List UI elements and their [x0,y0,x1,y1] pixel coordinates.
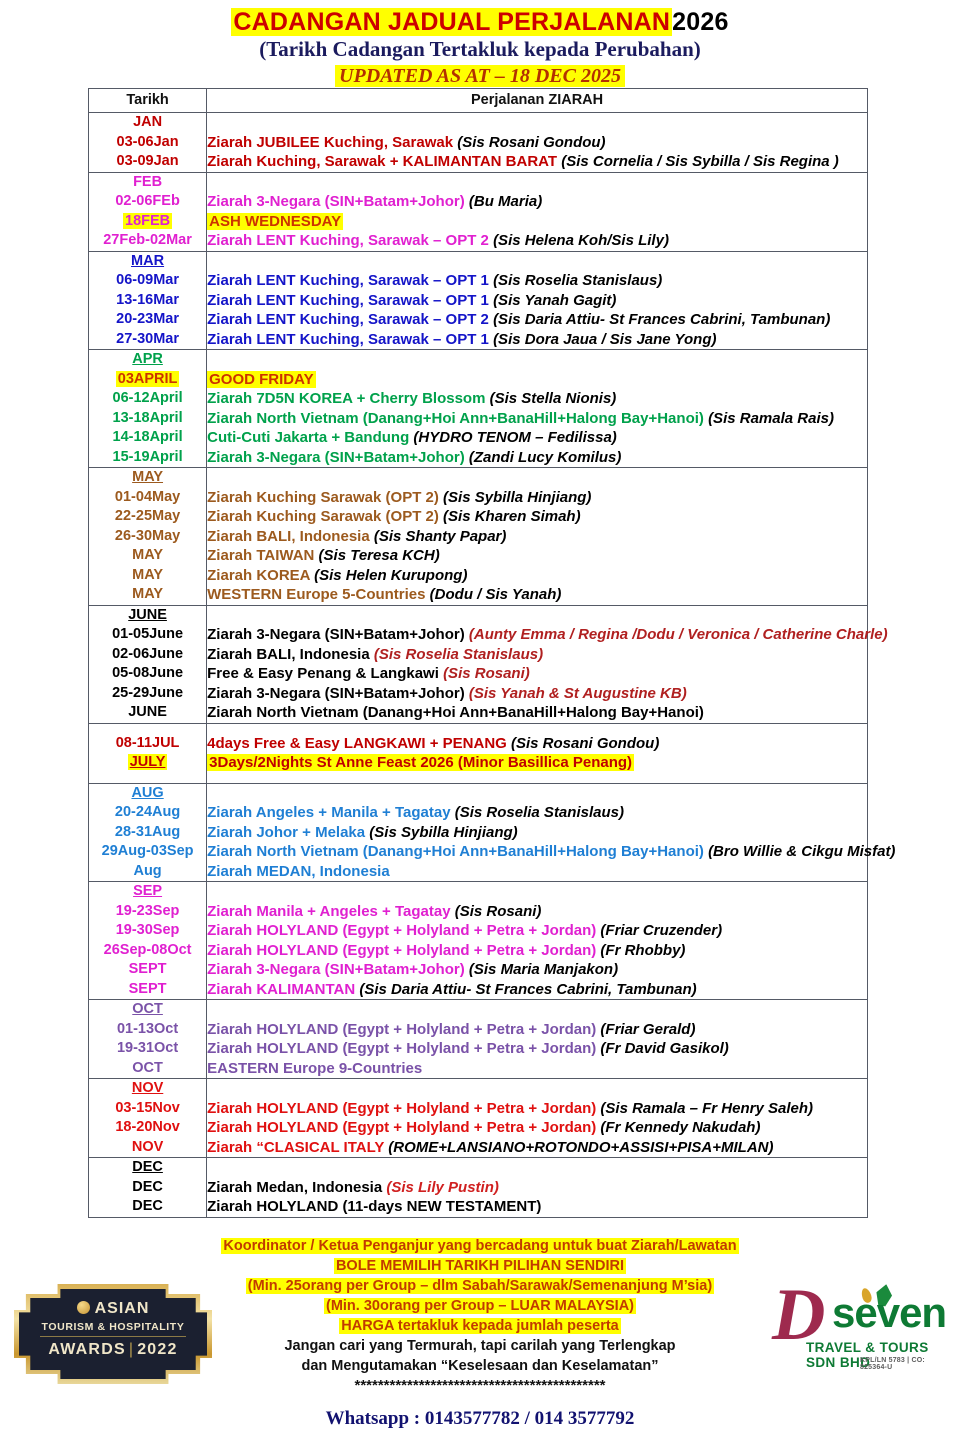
trip-date: 25-29June [112,684,184,701]
trip-description [207,1197,867,1217]
month-heading-spacer [207,173,867,193]
footer-line-5: HARGA tertakluk kepada jumlah peserta [341,1318,619,1334]
month-dates-cell-feb [89,172,207,251]
trip-description [207,507,867,527]
trip-organizer: (HYDRO TENOM – Fedilissa) [413,429,617,446]
poster-header [0,0,960,88]
trip-organizer: (Sis Ramala Rais) [708,409,834,427]
trip-organizer: (ROME+LANSIANO+ROTONDO+ASSISI+PISA+MILAN) [388,1138,774,1156]
trip-title: Ziarah BALI, Indonesia [207,645,374,663]
month-dates-cell-oct [89,1000,207,1079]
footer-line-4: (Min. 30orang per Group – LUAR MALAYSIA) [325,1298,634,1314]
trip-date: 13-16Mar [116,291,179,308]
trip-title: Ziarah HOLYLAND (Egypt + Holyland + Petra + Jordan) [207,941,601,959]
trip-description [207,192,867,212]
trip-date: 26-30May [114,527,181,544]
month-heading-spacer [207,1158,867,1178]
month-dates-cell-mar [89,251,207,350]
trip-description [207,310,867,330]
month-row-jan [89,113,868,173]
trip-organizer: (Bro Willie & Cikgu Misfat) [708,843,896,860]
trip-title: Ziarah 3-Negara (SIN+Batam+Johor) [207,193,469,210]
trip-title: Ziarah TAIWAN [207,547,319,564]
trip-date-text: 18FEB [125,212,171,229]
trip-date: 01-05June [112,626,184,642]
trip-description [207,546,867,566]
month-heading-spacer [207,113,867,133]
trip-description [207,330,867,350]
schedule-table-body [89,113,896,1218]
trip-date: 03-09Jan [116,153,179,169]
trip-title: Ziarah Johor + Melaka [207,823,370,841]
trip-organizer: (Fr Kennedy Nakudah) [600,1119,761,1136]
trip-title: Ziarah 3-Negara (SIN+Batam+Johor) [207,448,469,466]
page-subtitle: (Tarikh Cadangan Tertakluk kepada Perubahan) [259,37,701,61]
trip-date: 03-15Nov [115,1099,180,1116]
trip-organizer: (Sis Roselia Stanislaus) [373,645,544,663]
month-heading-nov: NOV [131,1080,164,1096]
trip-organizer: (Friar Cruzender) [600,922,723,939]
trip-organizer: (Sis Helena Koh/Sis Lily) [493,232,669,249]
month-heading-mar: MAR [131,252,165,269]
spacer [207,724,867,734]
month-trips-cell-oct [207,1000,868,1079]
schedule-table [88,88,896,1218]
month-row-dec [89,1158,868,1218]
trip-date: 15-19April [112,448,183,465]
trip-organizer: (Zandi Lucy Komilus) [468,448,622,466]
month-row-jul [89,723,868,783]
award-line-2: TOURISM & HOSPITALITY [41,1321,185,1333]
trip-title: Ziarah JUBILEE Kuching, Sarawak [207,133,458,151]
month-row-may [89,468,868,606]
trip-date: 20-23Mar [116,311,179,327]
trip-title: Ziarah LENT Kuching, Sarawak – OPT 1 [207,291,494,309]
page-title [0,8,960,36]
trip-description [207,734,867,754]
trip-organizer: (Sis Shanty Papar) [373,527,507,545]
trip-organizer: (Sis Sybilla Hinjiang) [443,488,592,506]
award-divider [40,1336,186,1337]
month-dates-cell-may [89,468,207,606]
trip-title: EASTERN Europe 9-Countries [207,1059,423,1077]
month-dates-cell-nov [89,1079,207,1158]
trip-description [207,428,867,448]
month-row-apr [89,350,868,468]
trip-description [207,133,867,153]
trip-organizer: (Sis Daria Attiu- St Frances Cabrini, Tambunan) [493,311,831,328]
trip-description [207,902,867,922]
trip-description [207,703,867,723]
trip-date-text: 03APRIL [117,370,178,387]
month-dates-cell-jul [89,723,207,783]
globe-icon [77,1301,90,1314]
trip-organizer: (Sis Maria Manjakon) [468,961,619,978]
footer-line-6: Jangan cari yang Termurah, tapi carilah yang Terlengkap [284,1338,676,1354]
trip-description [207,803,867,823]
trip-description [207,370,867,390]
trip-title: Ziarah BALI, Indonesia [207,527,374,545]
footer-line-7: dan Mengutamakan “Keselesaan dan Keselamatan” [301,1358,659,1374]
month-heading-oct: OCT [132,1001,163,1017]
trip-organizer: (Sis Teresa KCH) [318,547,440,564]
trip-description [207,823,867,843]
trip-date: NOV [131,1138,164,1155]
trip-description [207,152,867,172]
trip-title: Ziarah 3-Negara (SIN+Batam+Johor) [207,961,469,978]
trip-date: 01-13Oct [116,1020,179,1037]
trip-description [207,842,896,862]
trip-organizer: (Bu Maria) [468,193,543,210]
month-row-jun [89,605,868,723]
trip-description [207,625,888,645]
month-row-nov [89,1079,868,1158]
trip-organizer: (Sis Rosani) [443,665,530,682]
trip-date: OCT [132,1059,163,1076]
column-header-date: Tarikh [89,89,207,113]
month-heading-jun: JUNE [128,606,167,623]
trip-title: Free & Easy Penang & Langkawi [207,665,444,682]
updated-text: UPDATED AS AT – 18 DEC 2025 [335,65,625,87]
trip-date: 22-25May [114,508,181,524]
trip-description [207,488,867,508]
trip-title: ASH WEDNESDAY [209,212,342,230]
trip-title: Ziarah LENT Kuching, Sarawak – OPT 2 [207,311,494,328]
trip-description [207,664,867,684]
month-trips-cell-feb [207,172,868,251]
trip-organizer: (Friar Gerald) [600,1020,696,1038]
column-header-trip: Perjalanan ZIARAH [207,89,868,113]
trip-title: Ziarah KOREA [207,566,315,584]
trip-date: 29Aug-03Sep [101,843,194,859]
trip-organizer: (Fr David Gasikol) [600,1040,729,1057]
trip-organizer: (Sis Dora Jaua / Sis Jane Yong) [493,330,717,348]
table-header-row [89,89,868,113]
trip-description [207,1118,867,1138]
trip-date: 19-31Oct [116,1040,179,1056]
trip-date-text: JULY [129,754,166,770]
trip-title: Cuti-Cuti Jakarta + Bandung [207,429,414,446]
month-row-sep [89,882,868,1000]
title-main-text: CADANGAN JADUAL PERJALANAN [233,8,671,36]
month-trips-cell-nov [207,1079,868,1158]
month-dates-cell-sep [89,882,207,1000]
trip-date: 20-24Aug [114,804,181,820]
trip-date: 02-06FEb [115,193,180,209]
trip-title: Ziarah KALIMANTAN [207,980,360,998]
month-heading-spacer [207,1079,867,1099]
trip-title: Ziarah 3-Negara (SIN+Batam+Johor) [207,626,469,643]
trip-date: 03-06Jan [116,133,179,150]
trip-description [207,1138,867,1158]
trip-description [207,1178,867,1198]
trip-date: SEPT [128,980,167,997]
trip-date: SEPT [128,961,167,977]
month-row-oct [89,1000,868,1079]
trip-organizer: (Sis Roselia Stanislaus) [493,272,663,289]
month-heading-jan: JAN [133,114,163,130]
trip-description [207,212,867,232]
trip-title: GOOD FRIDAY [209,370,314,388]
asian-tourism-award-logo [14,1284,212,1384]
month-dates-cell-aug [89,783,207,882]
month-dates-cell-jan [89,113,207,173]
logo-registration: KPL/LN 5783 | CO: 825364-U [860,1357,925,1371]
month-heading-aug: AUG [131,784,164,801]
trip-title: Ziarah 3-Negara (SIN+Batam+Johor) [207,684,469,702]
trip-title: Ziarah MEDAN, Indonesia [207,862,390,880]
trip-description [207,1039,867,1059]
trip-description [207,941,867,961]
trip-date [89,212,206,232]
award-line-3: AWARDS | 2022 [48,1341,178,1358]
trip-description [207,409,867,429]
trip-title: 3Days/2Nights St Anne Feast 2026 (Minor Basillica Penang) [209,754,633,771]
trip-description [207,271,867,291]
award-line-1: ASIAN [14,1300,212,1318]
trip-title: WESTERN Europe 5-Countries [207,586,430,603]
trip-date: 05-08June [112,665,184,681]
trip-description [207,684,867,704]
whatsapp-contact[interactable]: Whatsapp : 0143577782 / 014 3577792 [325,1408,635,1429]
trip-title: Ziarah LENT Kuching, Sarawak – OPT 2 [207,232,494,249]
trip-title: Ziarah Manila + Angeles + Tagatay [207,902,455,920]
trip-date: 13-18April [112,409,183,426]
month-row-feb [89,172,868,251]
trip-organizer: (Sis Stella Nionis) [489,390,617,407]
trip-date: Aug [133,862,162,879]
trip-organizer: (Sis Kharen Simah) [443,508,581,525]
month-trips-cell-dec [207,1158,868,1218]
trip-date: 08-11JUL [115,734,180,751]
trip-organizer: (Sis Ramala – Fr Henry Saleh) [600,1099,814,1117]
trip-organizer: (Sis Yanah Gagit) [493,291,617,309]
spacer [89,773,206,783]
trip-title: Ziarah LENT Kuching, Sarawak – OPT 1 [207,272,494,289]
trip-date: DEC [132,1198,163,1214]
trip-date: 28-31Aug [114,823,181,840]
footer-line-1: Koordinator / Ketua Penganjur yang bercadang untuk buat Ziarah/Lawatan [223,1238,737,1254]
trip-description [207,862,867,882]
month-trips-cell-jan [207,113,868,173]
updated-banner [0,64,960,88]
trip-date [89,370,206,390]
month-trips-cell-aug [207,783,896,882]
trip-date: 19-30Sep [115,922,180,938]
month-heading-apr: APR [132,351,163,367]
trip-date: 14-18April [112,429,183,445]
trip-date: 27Feb-02Mar [103,232,192,248]
trip-date [89,753,206,773]
trip-title: Ziarah North Vietnam (Danang+Hoi Ann+BanaHill+Halong Bay+Hanoi) [207,409,709,427]
month-heading-spacer [207,252,867,272]
dseven-company-logo [770,1274,950,1378]
trip-organizer: (Dodu / Sis Yanah) [429,586,562,603]
trip-date: MAY [132,566,164,583]
footer-line-3: (Min. 25orang per Group – dlm Sabah/Sarawak/Semenanjung M’sia) [247,1278,713,1294]
trip-organizer: (Fr Rhobby) [600,941,686,959]
month-trips-cell-apr [207,350,868,468]
trip-title: Ziarah Kuching Sarawak (OPT 2) [207,508,444,525]
trip-organizer: (Sis Yanah & St Augustine KB) [468,684,687,702]
trip-title: Ziarah HOLYLAND (11-days NEW TESTAMENT) [207,1198,542,1215]
trip-organizer: (Sis Roselia Stanislaus) [454,804,624,821]
trip-title: Ziarah North Vietnam (Danang+Hoi Ann+BanaHill+Halong Bay+Hanoi) [207,704,704,721]
trip-title: Ziarah HOLYLAND (Egypt + Holyland + Petra + Jordan) [207,1119,601,1136]
trip-description [207,1099,867,1119]
trip-description [207,291,867,311]
footer-divider-stars: ******************************************* [354,1377,606,1394]
trip-title: Ziarah HOLYLAND (Egypt + Holyland + Petra + Jordan) [207,922,601,939]
trip-description [207,448,867,468]
trip-title: Ziarah 7D5N KOREA + Cherry Blossom [207,390,490,407]
trip-organizer: (Sis Rosani Gondou) [457,133,606,151]
logo-subtitle: TRAVEL & TOURS SDN BHD [806,1340,929,1370]
trip-title: Ziarah HOLYLAND (Egypt + Holyland + Petra + Jordan) [207,1099,601,1117]
trip-date: MAY [132,547,164,563]
trip-organizer: (Aunty Emma / Regina /Dodu / Veronica / Catherine Charle) [468,626,888,643]
month-trips-cell-may [207,468,868,606]
month-trips-cell-jul [207,723,868,783]
trip-description [207,231,867,251]
trip-title: Ziarah North Vietnam (Danang+Hoi Ann+BanaHill+Halong Bay+Hanoi) [207,843,709,860]
trip-date: DEC [132,1178,163,1195]
trip-date: 19-23Sep [115,902,180,919]
trip-title: Ziarah Medan, Indonesia [207,1178,387,1196]
trip-date: MAY [132,586,164,602]
trip-date: JUNE [128,704,167,720]
trip-description [207,645,867,665]
trip-date: 26Sep-08Oct [103,941,192,958]
month-trips-cell-mar [207,251,868,350]
month-heading-spacer [207,606,867,626]
trip-title: Ziarah Kuching, Sarawak + KALIMANTAN BARAT [207,153,562,170]
footer-line-2: BOLE MEMILIH TARIKH PILIHAN SENDIRI [335,1258,625,1274]
month-heading-spacer [207,468,867,488]
trip-date: 01-04May [114,488,181,505]
month-dates-cell-apr [89,350,207,468]
trip-title: 4days Free & Easy LANGKAWI + PENANG [207,734,511,752]
trip-date: 27-30Mar [116,330,179,347]
month-dates-cell-jun [89,605,207,723]
month-heading-spacer [207,1000,867,1020]
month-heading-feb: FEB [133,173,163,190]
month-row-mar [89,251,868,350]
logo-word-seven: seven [832,1289,947,1336]
trip-description [207,960,867,980]
trip-title: Ziarah HOLYLAND (Egypt + Holyland + Petra + Jordan) [207,1020,601,1038]
trip-title: Ziarah HOLYLAND (Egypt + Holyland + Petra + Jordan) [207,1040,601,1057]
month-trips-cell-sep [207,882,868,1000]
logo-letter-d: D [772,1274,826,1356]
trip-description [207,566,867,586]
trip-organizer: (Sis Cornelia / Sis Sybilla / Sis Regina ) [561,153,839,170]
trip-description [207,980,867,1000]
trip-title: Ziarah Kuching Sarawak (OPT 2) [207,488,444,506]
month-trips-cell-jun [207,605,888,723]
trip-description [207,1059,867,1079]
trip-organizer: (Sis Sybilla Hinjiang) [369,823,518,841]
month-heading-spacer [207,350,867,370]
month-row-aug [89,783,868,882]
month-dates-cell-dec [89,1158,207,1218]
trip-date: 18-20Nov [115,1119,180,1135]
trip-organizer: (Sis Helen Kurupong) [314,566,468,584]
month-heading-spacer [207,882,867,902]
month-heading-spacer [207,784,867,804]
trip-description [207,921,867,941]
trip-organizer: (Sis Daria Attiu- St Frances Cabrini, Tambunan) [359,980,697,998]
trip-date: 06-12April [112,390,183,406]
trip-description [207,389,867,409]
month-heading-sep: SEP [133,883,163,899]
trip-description [207,585,867,605]
trip-date: 06-09Mar [116,272,179,288]
trip-organizer: (Sis Rosani) [454,902,542,920]
spacer [207,773,867,783]
month-heading-dec: DEC [132,1159,163,1175]
trip-date: 02-06June [112,645,184,662]
trip-description [207,1020,867,1040]
spacer [89,724,206,734]
trip-organizer: (Sis Lily Pustin) [386,1178,499,1196]
trip-title: Ziarah Angeles + Manila + Tagatay [207,804,455,821]
trip-organizer: (Sis Rosani Gondou) [511,734,660,752]
month-heading-may: MAY [132,469,164,485]
trip-title: Ziarah “CLASICAL ITALY [207,1138,389,1156]
trip-description [207,527,867,547]
trip-description [207,753,867,773]
title-year-text: 2026 [672,8,729,36]
trip-title: Ziarah LENT Kuching, Sarawak – OPT 1 [207,330,494,348]
